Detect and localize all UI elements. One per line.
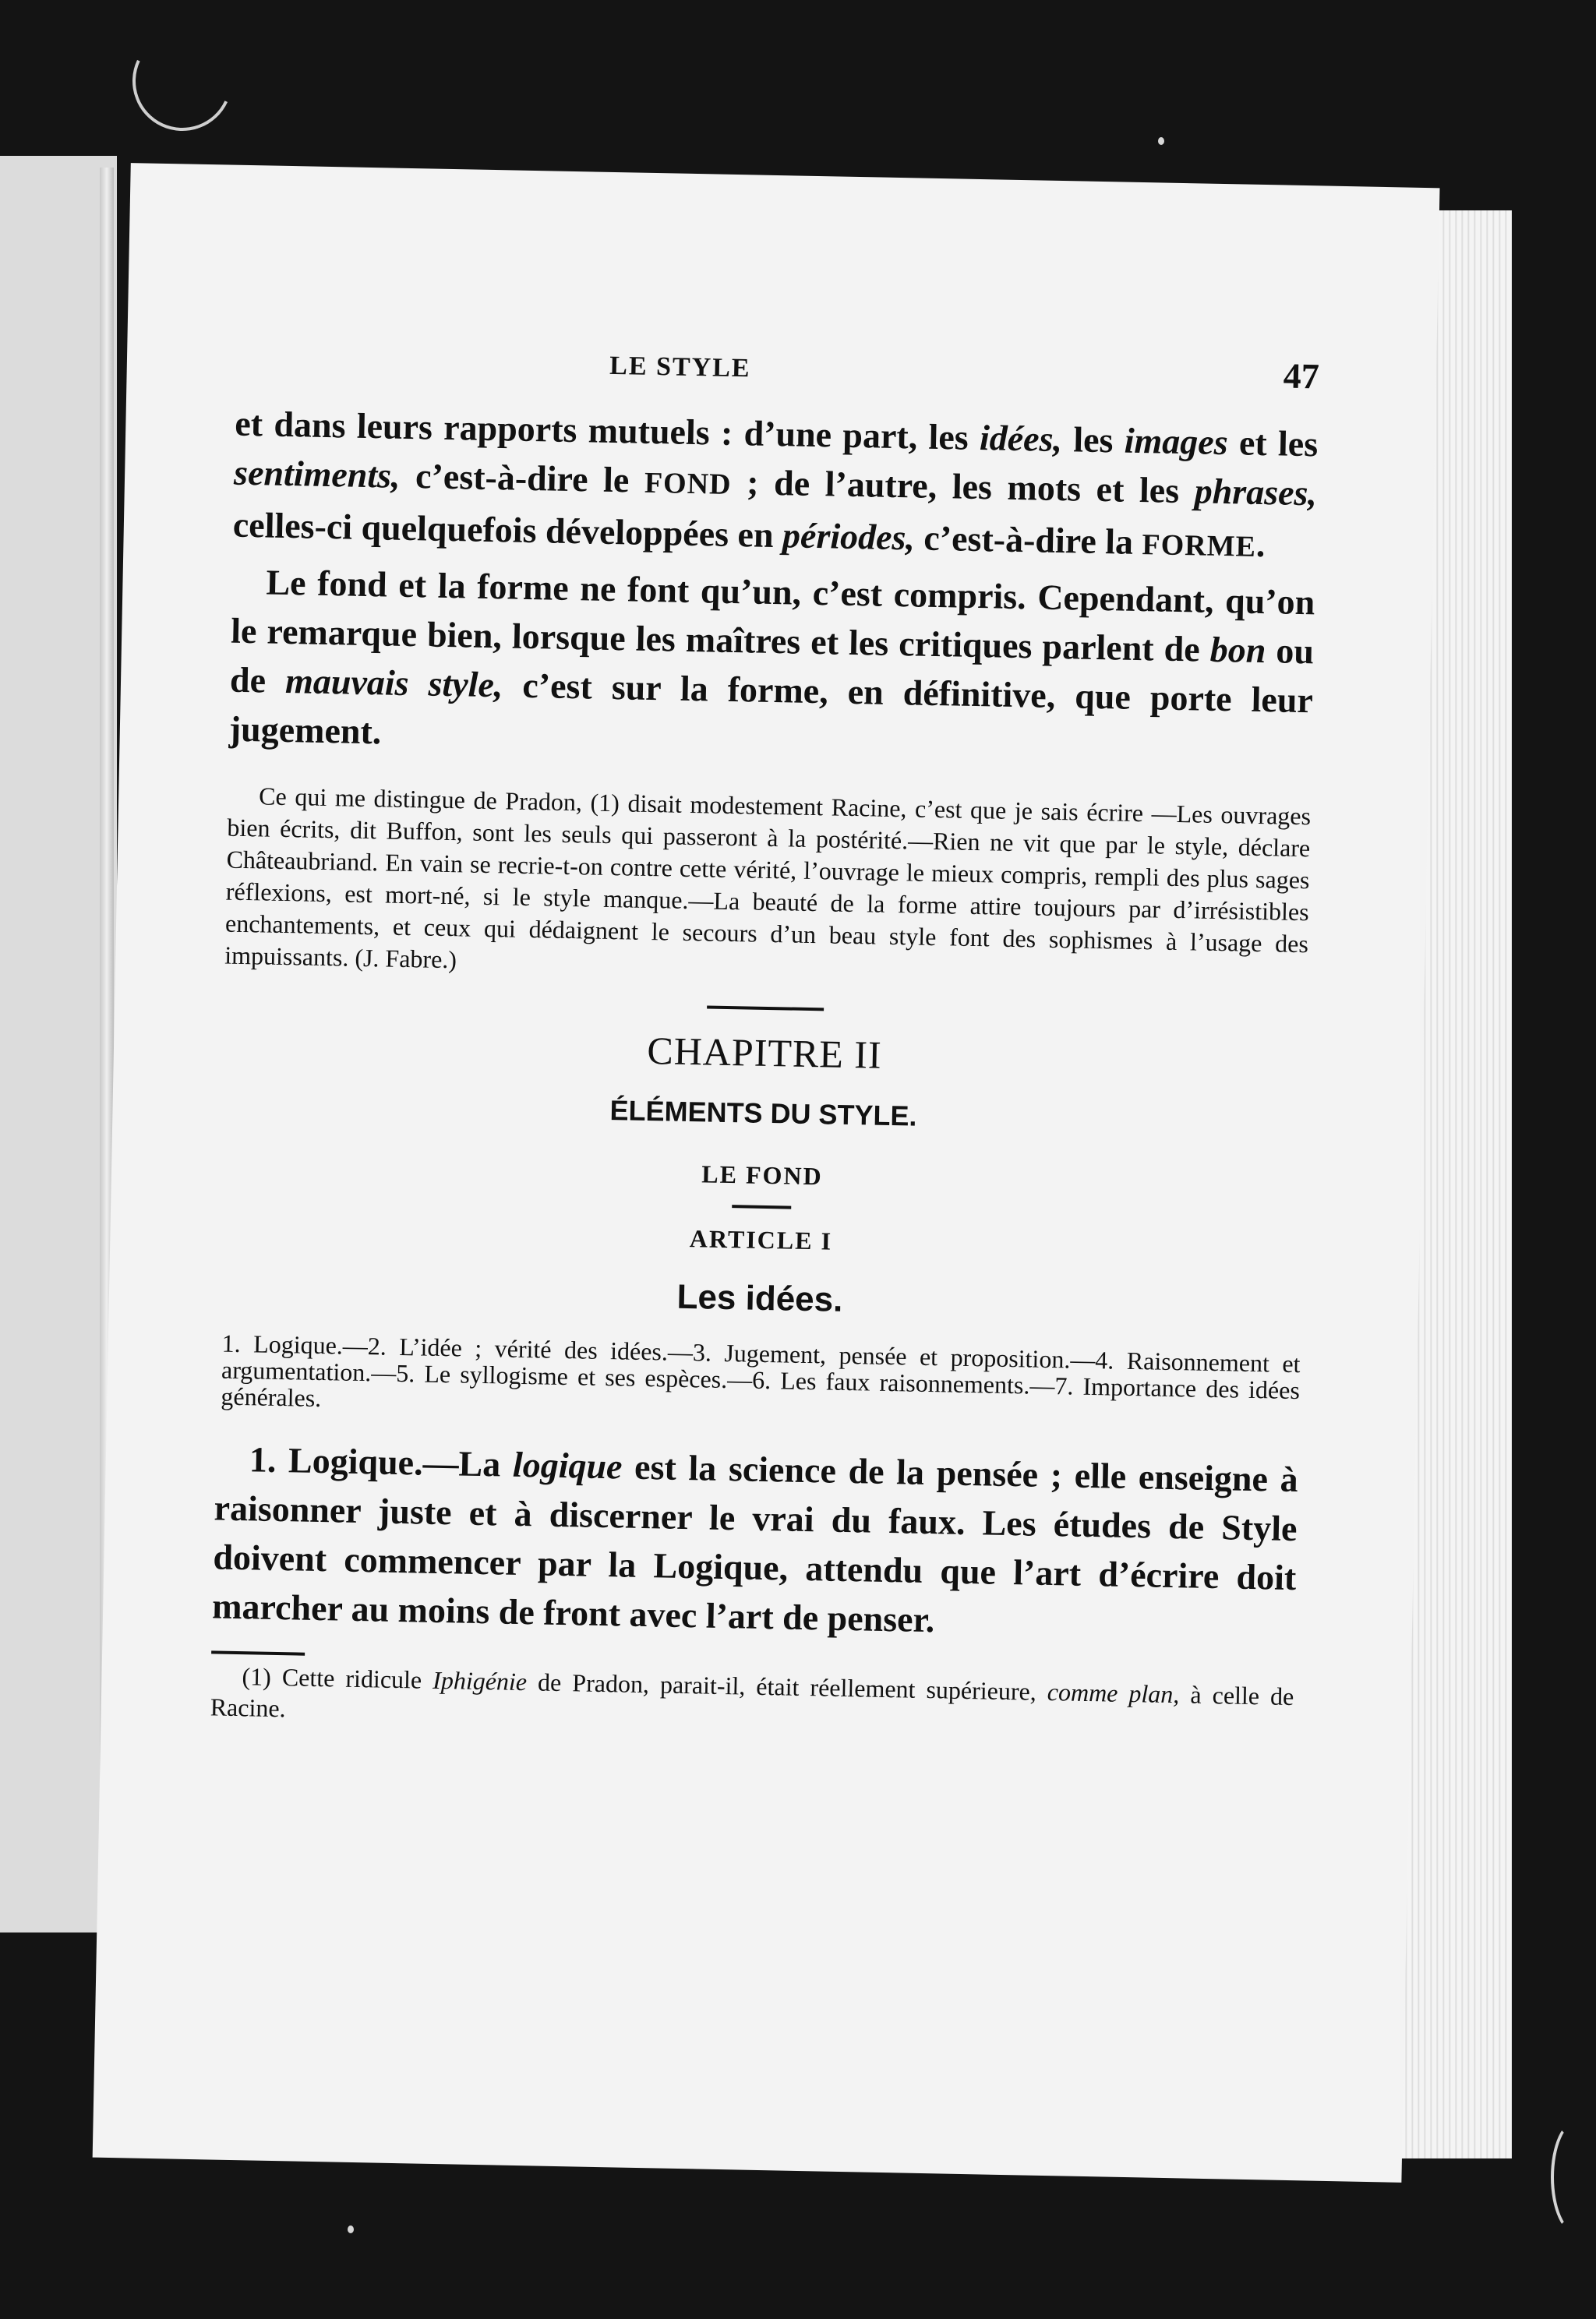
text-run: et dans leurs rapports mutuels : d’une part, les	[234, 403, 980, 458]
text-run: ; de l’autre, les mots et les	[731, 461, 1195, 511]
paragraph-jugement	[228, 557, 1315, 775]
italic-term: bon	[1209, 629, 1266, 671]
paragraph-fond-forme	[232, 399, 1319, 574]
page-header	[126, 333, 1436, 404]
italic-term: idées,	[979, 418, 1063, 460]
footnote	[210, 1660, 1294, 1743]
italic-term: Iphigénie	[432, 1665, 528, 1696]
running-head: LE STYLE	[609, 351, 751, 383]
small-caps-term: FORME	[1142, 528, 1257, 563]
text-run: est la science de la pensée ; elle enseigne à raisonner juste et à discerner le vrai du faux. Les études de Style doivent commencer par la Logique, attendu que l’art d’écrire doit marcher au moins de front avec l’art de penser.	[211, 1446, 1299, 1640]
text-run: les	[1061, 419, 1125, 461]
text-run: celles-ci quelquefois développées en	[232, 504, 783, 556]
chapter-subtitle: ÉLÉMENTS DU STYLE.	[609, 1094, 917, 1132]
section-summary: 1. Logique.—2. L’idée ; vérité des idées.—3. Jugement, pensée et proposition.—4. Raisonnement et argumentation.—5. Le syllogisme et ses espèces.—6. Les faux raisonnements.—7. Importance des idées générales.	[221, 1329, 1301, 1413]
text-run: c’est sur la forme, en définitive, que porte leur jugement.	[228, 665, 1314, 752]
italic-term: phrases,	[1194, 471, 1318, 514]
paragraph-logique	[212, 1434, 1299, 1651]
text-run: c’est-à-dire le	[400, 455, 645, 500]
italic-term: sentiments,	[233, 452, 401, 496]
text-run: et les	[1227, 422, 1319, 464]
small-caps-term: FOND	[644, 466, 732, 501]
article-title: ARTICLE I	[689, 1224, 833, 1255]
section-title: Les idées.	[676, 1277, 843, 1319]
chapter-title: CHAPITRE II	[646, 1028, 883, 1077]
footnote-rule	[211, 1650, 305, 1655]
text-run: Le fond et la forme ne font qu’un, c’est compris. Cependant, qu’on le remarque bien, lorsque les maîtres et les critiques parlent de	[230, 562, 1315, 669]
section-divider	[707, 1005, 824, 1011]
text-run: de Pradon, parait-il, était réellement supérieure,	[526, 1668, 1048, 1706]
book-page	[93, 163, 1440, 2183]
scan-mark	[118, 17, 246, 145]
dust-speck	[1158, 137, 1164, 145]
part-title: LE FOND	[701, 1160, 824, 1191]
page-number: 47	[1283, 355, 1320, 397]
dust-speck	[348, 2225, 354, 2233]
italic-term: comme plan,	[1047, 1678, 1180, 1709]
page-content	[210, 399, 1319, 1768]
text-run: .	[1255, 524, 1266, 565]
text-run: ou de	[229, 630, 1315, 701]
quotation-block: Ce qui me distingue de Pradon, (1) disait modestement Racine, c’est que je sais écrire —Les ouvrages bien écrits, dit Buffon, sont les seuls qui passeront à la postérité.—Rien ne vit que par le style, déclare Châteaubriand. En vain se recrie-t-on contre cette vérité, l’ouvrage le mieux compris, rempli des plus sages réflexions, est mort-né, si le style manque.—La beauté de la forme attire toujours par d’irrésistibles enchantements, et ceux qui dédaignent le secours d’un beau style font des sophismes à l’usage des impuissants. (J. Fabre.)	[224, 782, 1312, 974]
scan-mark	[1551, 2120, 1596, 2235]
paragraph-heading: 1. Logique.	[249, 1439, 424, 1483]
text-run: à celle de Racine.	[210, 1680, 1294, 1723]
italic-term: mauvais style,	[284, 660, 503, 705]
text-run: —La	[422, 1442, 514, 1484]
title-divider	[732, 1205, 791, 1209]
text-run: (1) Cette ridicule	[242, 1662, 433, 1694]
italic-term: logique	[512, 1444, 623, 1487]
text-run: c’est-à-dire la	[914, 517, 1143, 563]
italic-term: images	[1124, 420, 1229, 463]
italic-term: périodes,	[782, 515, 916, 558]
